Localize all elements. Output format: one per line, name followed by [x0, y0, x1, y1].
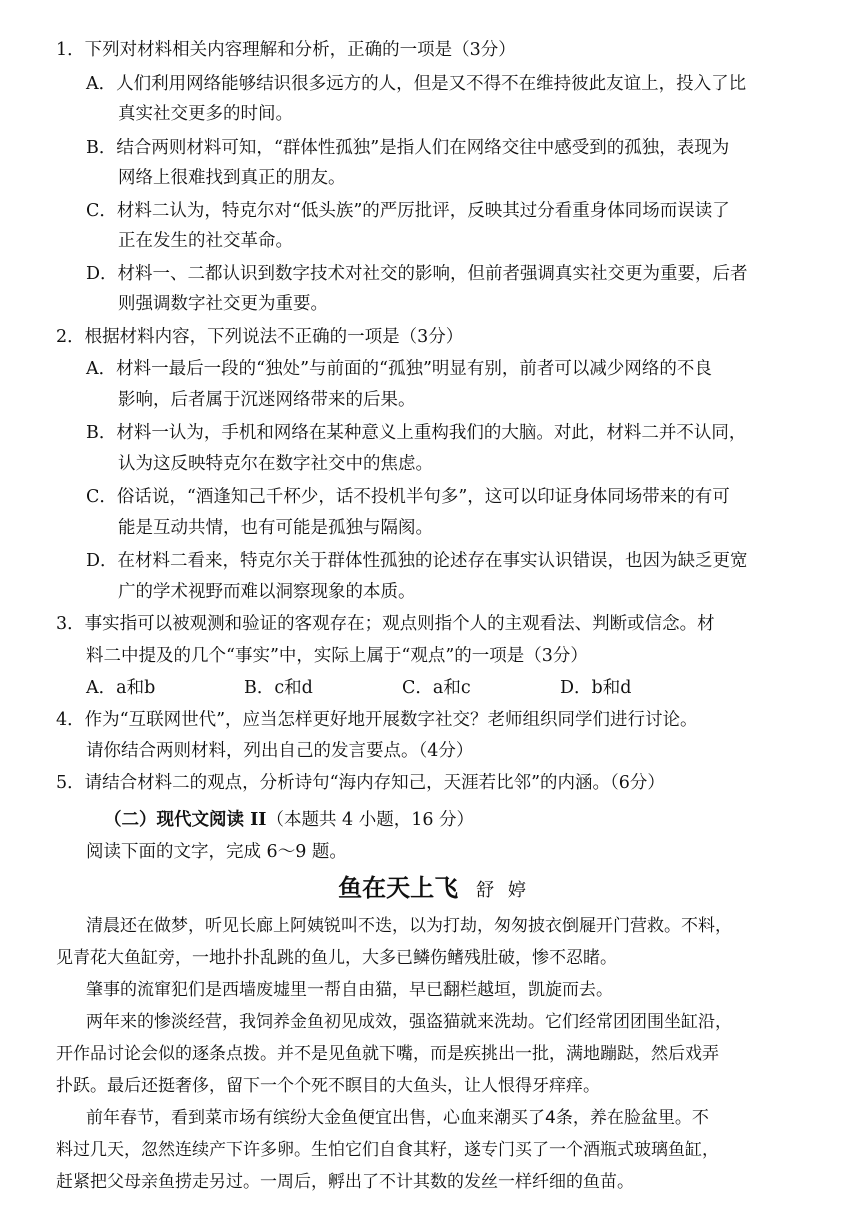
q2-option-b-cont: 认为这反映特克尔在数字社交中的焦虑。 [118, 454, 433, 474]
q4-stem: 4．作为“互联网世代”，应当怎样更好地开展数字社交？老师组织同学们进行讨论。 [56, 710, 698, 730]
section-instruction: 阅读下面的文字，完成 6～9 题。 [86, 842, 347, 862]
q3-choice-a: A．a和b [86, 678, 156, 698]
q2-option-a-cont: 影响，后者属于沉迷网络带来的后果。 [118, 390, 416, 410]
q1-option-b-cont: 网络上很难找到真正的朋友。 [118, 168, 346, 188]
paragraph-1: 清晨还在做梦，听见长廊上阿姨锐叫不迭，以为打劫，匆匆披衣倒屣开门营救。不料， [86, 916, 732, 936]
paragraph-3: 两年来的惨淡经营，我饲养金鱼初见成效，强盗猫就来洗劫。它们经常团团围坐缸沿， [86, 1012, 732, 1032]
q5-stem: 5．请结合材料二的观点，分析诗句“海内存知己，天涯若比邻”的内涵。（6分） [56, 773, 665, 793]
paragraph-3-cont-2: 扑跃。最后还挺奢侈，留下一个个死不瞑目的大鱼头，让人恨得牙痒痒。 [56, 1076, 600, 1096]
paragraph-4: 前年春节，看到菜市场有缤纷大金鱼便宜出售，心血来潮买了4条，养在脸盆里。不 [86, 1108, 709, 1128]
q3-stem-cont: 料二中提及的几个“事实”中，实际上属于“观点”的一项是（3分） [86, 646, 588, 666]
paragraph-4-cont-1: 料过几天，忽然连续产下许多卵。生怕它们自食其籽，遂专门买了一个酒瓶式玻璃鱼缸， [56, 1140, 719, 1160]
paragraph-4-cont-2: 赶紧把父母亲鱼捞走另过。一周后，孵出了不计其数的发丝一样纤细的鱼苗。 [56, 1172, 634, 1192]
q1-option-a-cont: 真实社交更多的时间。 [118, 104, 293, 124]
q1-option-c-cont: 正在发生的社交革命。 [118, 231, 293, 251]
article-title: 鱼在天上飞 [338, 873, 459, 902]
article-title-row [0, 873, 868, 903]
paragraph-1-cont: 见青花大鱼缸旁，一地扑扑乱跳的鱼儿，大多已鳞伤鳍残肚破，惨不忍睹。 [56, 948, 617, 968]
article-author: 舒 婷 [476, 880, 530, 901]
q2-option-c-cont: 能是互动共情，也有可能是孤独与隔阂。 [118, 518, 433, 538]
q2-stem: 2．根据材料内容，下列说法不正确的一项是（3分） [56, 327, 464, 347]
q2-option-d-cont: 广的学术视野而难以洞察现象的本质。 [118, 582, 416, 602]
q3-stem: 3．事实指可以被观测和验证的客观存在；观点则指个人的主观看法、判断或信念。材 [56, 614, 715, 634]
q2-option-b: B．材料一认为，手机和网络在某种意义上重构我们的大脑。对此，材料二并不认同， [86, 423, 747, 443]
paragraph-3-cont-1: 开作品讨论会似的逐条点拨。并不是见鱼就下嘴，而是疾挑出一批，满地蹦跶，然后戏弄 [56, 1044, 719, 1064]
section-title: （二）现代文阅读 II [104, 810, 267, 830]
q1-option-b: B．结合两则材料可知，“群体性孤独”是指人们在网络交往中感受到的孤独，表现为 [86, 138, 730, 158]
q3-choices [86, 676, 786, 700]
q3-choice-c: C．a和c [402, 678, 471, 698]
section-note: （本题共 4 小题，16 分） [266, 810, 475, 830]
q2-option-d: D．在材料二看来，特克尔关于群体性孤独的论述存在事实认识错误，也因为缺乏更宽 [86, 551, 748, 571]
q1-option-c: C．材料二认为，特克尔对“低头族”的严厉批评，反映其过分看重身体同场而误读了 [86, 201, 730, 221]
q1-stem: 1．下列对材料相关内容理解和分析，正确的一项是（3分） [56, 40, 516, 60]
q3-choice-b: B．c和d [244, 678, 313, 698]
paragraph-2: 肇事的流窜犯们是西墙废墟里一帮自由猫，早已翻栏越垣，凯旋而去。 [86, 980, 613, 1000]
q3-choice-d: D．b和d [560, 678, 632, 698]
q2-option-c: C．俗话说，“酒逢知己千杯少，话不投机半句多”，这可以印证身体同场带来的有可 [86, 487, 730, 507]
q1-option-d-cont: 则强调数字社交更为重要。 [118, 294, 328, 314]
q4-stem-cont: 请你结合两则材料，列出自己的发言要点。（4分） [86, 741, 474, 761]
q2-option-a: A．材料一最后一段的“独处”与前面的“孤独”明显有别，前者可以减少网络的不良 [86, 359, 712, 379]
section-heading [104, 808, 474, 832]
q1-option-a: A．人们利用网络能够结识很多远方的人，但是又不得不在维持彼此友谊上，投入了比 [86, 74, 747, 94]
q1-option-d: D．材料一、二都认识到数字技术对社交的影响，但前者强调真实社交更为重要，后者 [86, 264, 748, 284]
